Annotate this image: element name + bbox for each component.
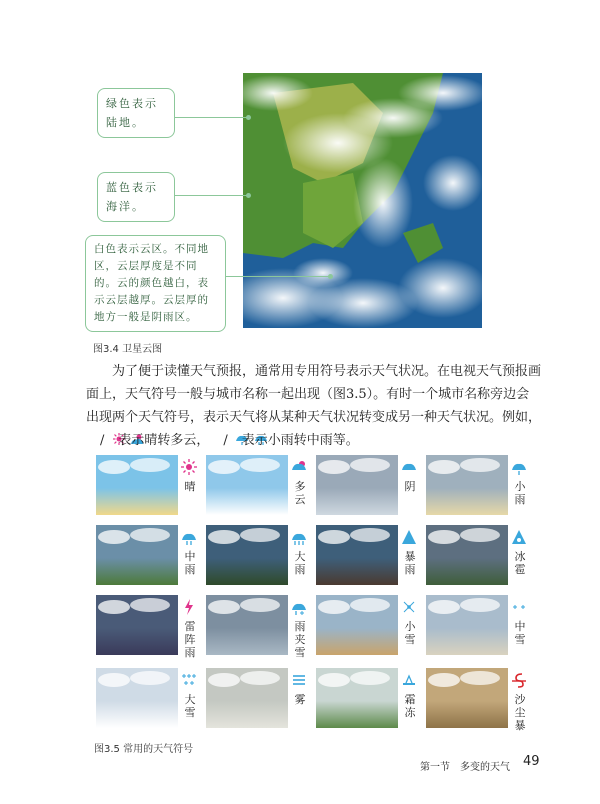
moderate-rain-symbol-icon: [228, 430, 242, 442]
heavy-rain-icon: [290, 528, 308, 546]
body-paragraph: 为了便于读懂天气预报，通常用专用符号表示天气状况。在电视天气预报画面上，天气符号一般与城市名称一起出现（图3.5）。有时一个城市名称旁边会出现两个天气符号，表示天气将从某种天气状况转变成另一种天气状况。例如，/ 表示晴转多云， / 表示小雨转中雨等。: [86, 364, 542, 448]
weather-tile: [96, 668, 200, 728]
paragraph-part-3: 表示小雨转中雨等。: [241, 433, 359, 448]
hail-icon: [510, 528, 528, 546]
weather-scene-illustration: [96, 525, 178, 585]
leader-dot-cloud: [328, 274, 333, 279]
leader-line-ocean: [175, 195, 249, 196]
weather-tile-label: 大雪: [184, 693, 196, 719]
thunder-shower-icon: [180, 598, 198, 616]
figure-3-4-caption: 图3.4 卫星云图: [93, 344, 163, 355]
weather-tile: [316, 455, 420, 515]
weather-tile-label: 小雪: [404, 620, 416, 646]
heavy-snow-icon: [180, 671, 198, 689]
weather-tile: [426, 525, 530, 585]
weather-scene-illustration: [96, 455, 178, 515]
weather-tile: [316, 525, 420, 585]
leader-dot-ocean: [246, 193, 251, 198]
callout-ocean-text: 蓝色表示海洋。: [106, 181, 158, 213]
weather-tile: [96, 455, 200, 515]
weather-tile: [206, 525, 310, 585]
weather-tile-label: 中雨: [184, 550, 196, 576]
weather-scene-illustration: [426, 525, 508, 585]
satellite-cloud-image: [243, 73, 482, 328]
weather-scene-illustration: [96, 668, 178, 728]
partly-cloudy-symbol-icon: [104, 430, 118, 442]
weather-scene-illustration: [206, 455, 288, 515]
weather-tile: [426, 455, 530, 515]
weather-scene-illustration: [206, 595, 288, 655]
moderate-rain-icon: [180, 528, 198, 546]
callout-land: [97, 88, 175, 138]
weather-scene-illustration: [206, 668, 288, 728]
frost-icon: [400, 671, 418, 689]
weather-tile-label: 雨夹雪: [294, 620, 306, 659]
paragraph-part-1: 为了便于读懂天气预报，通常用专用符号表示天气状况。在电视天气预报画面上，天气符号一般与城市名称一起出现（图3.5）。有时一个城市名称旁边会出现两个天气符号，表示天气将从某种天气状况转变成另一种天气状况。例如，: [86, 364, 542, 425]
weather-tile-label: 冰雹: [514, 550, 526, 576]
footer-section-title: 第一节 多变的天气: [420, 762, 510, 773]
sandstorm-icon: [510, 671, 528, 689]
weather-tile-label: 雾: [294, 693, 306, 706]
weather-tile: [316, 668, 420, 728]
weather-tile: [206, 668, 310, 728]
partly-cloudy-icon: [290, 458, 308, 476]
weather-tile: [316, 595, 420, 655]
sleet-icon: [290, 598, 308, 616]
weather-scene-illustration: [426, 668, 508, 728]
callout-cloud-text: 白色表示云区。不同地区，云层厚度是不同的。云的颜色越白，表示云层越厚。云层厚的地方一般是阴雨区。: [94, 243, 209, 323]
callout-land-text: 绿色表示陆地。: [106, 97, 158, 129]
sun-symbol-icon: [86, 430, 100, 442]
weather-scene-illustration: [316, 668, 398, 728]
weather-tile: [426, 668, 530, 732]
weather-tile: [206, 595, 310, 659]
callout-cloud: [85, 235, 226, 332]
weather-tile-label: 大雨: [294, 550, 306, 576]
leader-line-cloud: [226, 276, 330, 277]
leader-line-land: [175, 117, 249, 118]
weather-tile-label: 暴雨: [404, 550, 416, 576]
paragraph-part-2: 表示晴转多云，: [118, 433, 210, 448]
moderate-snow-icon: [510, 598, 528, 616]
figure-3-5-caption: 图3.5 常用的天气符号: [94, 744, 194, 755]
fog-icon: [290, 671, 308, 689]
weather-tile-label: 雷阵雨: [184, 620, 196, 659]
weather-scene-illustration: [316, 525, 398, 585]
weather-scene-illustration: [316, 455, 398, 515]
light-rain-symbol-icon: [209, 430, 223, 442]
rainstorm-icon: [400, 528, 418, 546]
weather-tile-label: 霜冻: [404, 693, 416, 719]
weather-tile: [206, 455, 310, 515]
weather-tile: [96, 595, 200, 659]
callout-ocean: [97, 172, 175, 222]
weather-scene-illustration: [96, 595, 178, 655]
light-rain-icon: [510, 458, 528, 476]
page-number: 49: [523, 754, 540, 769]
weather-tile: [96, 525, 200, 585]
weather-tile-label: 多云: [294, 480, 306, 506]
weather-tile-label: 小雨: [514, 480, 526, 506]
weather-scene-illustration: [426, 595, 508, 655]
weather-tile: [426, 595, 530, 655]
sun-icon: [180, 458, 198, 476]
overcast-icon: [400, 458, 418, 476]
leader-dot-land: [246, 115, 251, 120]
light-snow-icon: [400, 598, 418, 616]
weather-tile-label: 阴: [404, 480, 416, 493]
weather-tile-label: 中雪: [514, 620, 526, 646]
weather-scene-illustration: [316, 595, 398, 655]
weather-scene-illustration: [426, 455, 508, 515]
weather-scene-illustration: [206, 525, 288, 585]
weather-tile-label: 晴: [184, 480, 196, 493]
weather-tile-label: 沙尘暴: [514, 693, 526, 732]
